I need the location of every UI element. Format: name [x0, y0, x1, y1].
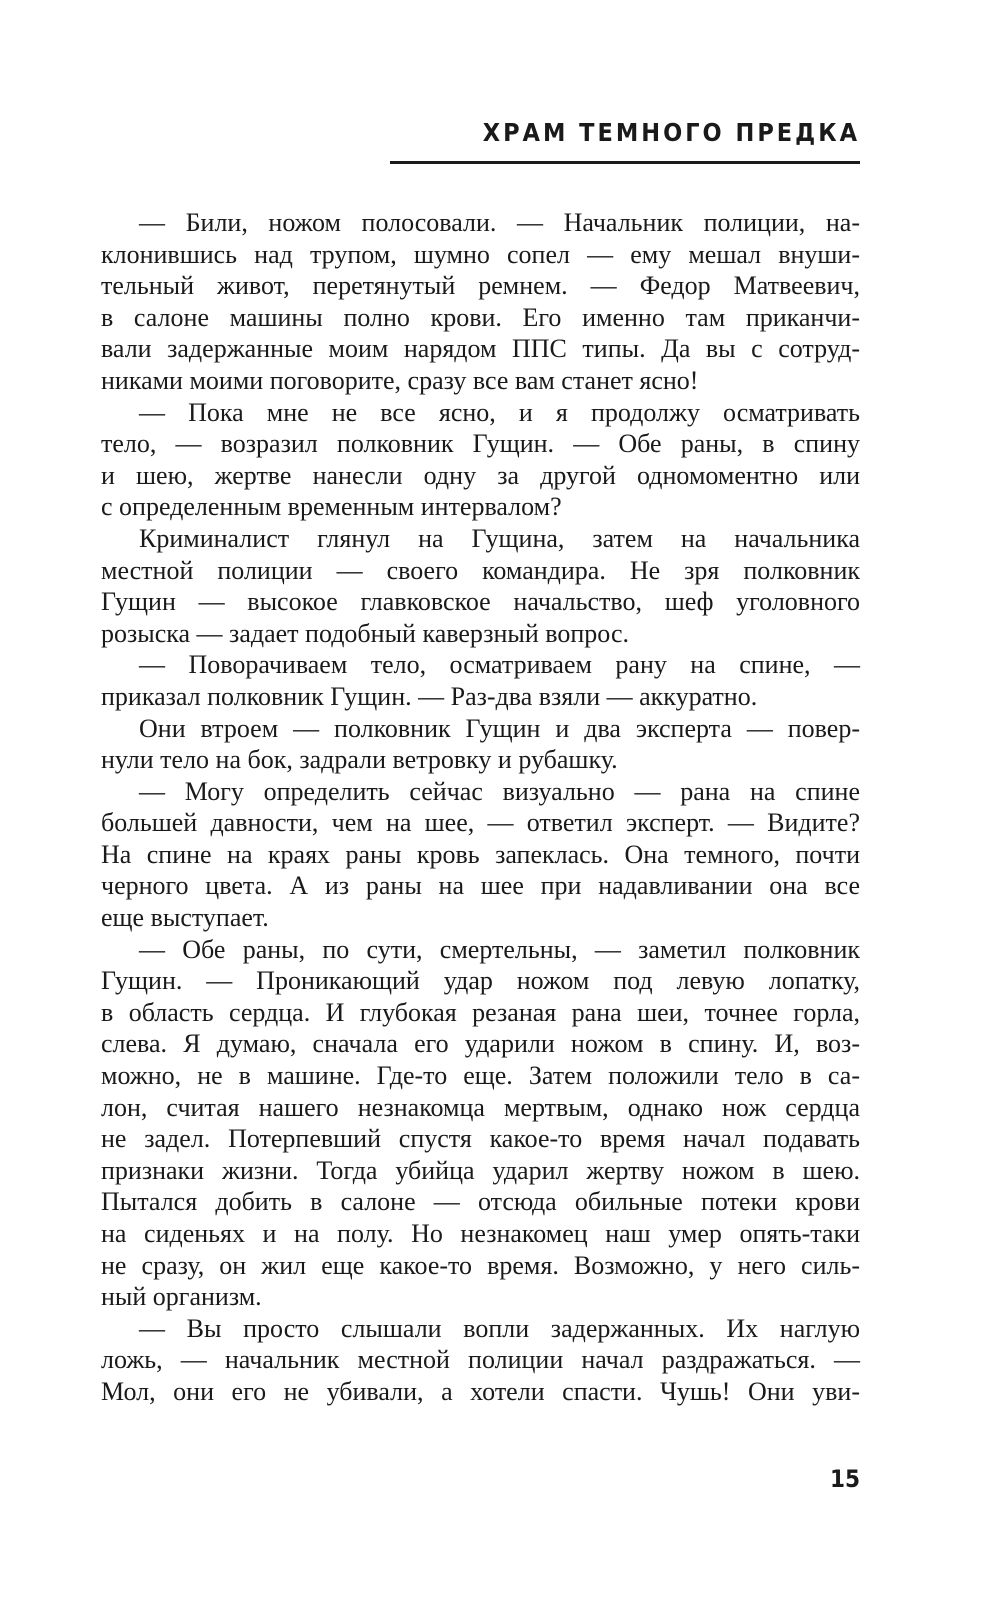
header-rule: [390, 161, 860, 164]
page-number: 15: [829, 1465, 860, 1493]
text-line: — Пока мне не все ясно, и я продолжу осматривать: [139, 397, 860, 427]
text-line: — Вы просто слышали вопли задержанных. Их наглую: [139, 1313, 860, 1343]
text-line: никами моими поговорите, сразу все вам станет ясно!: [101, 365, 699, 395]
text-line: не задел. Потерпевший спустя какое-то время начал подавать: [101, 1124, 860, 1154]
text-line: — Поворачиваем тело, осматриваем рану на спине, —: [139, 650, 860, 680]
text-line: На спине на краях раны кровь запеклась. Она темного, почти: [101, 839, 860, 869]
text-line: Пытался добить в салоне — отсюда обильные потеки крови: [101, 1187, 860, 1217]
text-line: в салоне машины полно крови. Его именно там приканчи-: [101, 302, 860, 332]
text-line: черного цвета. А из раны на шее при надавливании она все: [101, 871, 860, 901]
text-line: местной полиции — своего командира. Не зря полковник: [101, 555, 860, 585]
text-line: нули тело на бок, задрали ветровку и рубашку.: [101, 745, 618, 775]
text-line: на сиденьях и на полу. Но незнакомец наш умер опять-таки: [101, 1219, 860, 1248]
text-line: с определенным временным интервалом?: [101, 492, 562, 522]
text-line: Криминалист глянул на Гущина, затем на начальника: [139, 523, 860, 553]
text-line: Гущин — высокое главковское начальство, шеф уголовного: [101, 587, 860, 617]
text-line: вали задержанные моим нарядом ППС типы. Да вы с сотруд-: [101, 334, 860, 364]
text-line: слева. Я думаю, сначала его ударили ножом в спину. И, воз-: [101, 1029, 860, 1059]
text-line: ложь, — начальник местной полиции начал раздражаться. —: [101, 1345, 860, 1375]
text-line: — Могу определить сейчас визуально — рана на спине: [139, 776, 860, 806]
text-line: большей давности, чем на шее, — ответил эксперт. — Видите?: [101, 808, 860, 838]
text-line: розыска — задает подобный каверзный вопрос.: [101, 618, 629, 648]
body-text: [101, 207, 860, 1408]
text-line: Гущин. — Проникающий удар ножом под левую лопатку,: [101, 966, 860, 996]
text-line: — Били, ножом полосовали. — Начальник полиции, на-: [139, 208, 860, 237]
text-line: лон, считая нашего незнакомца мертвым, однако нож сердца: [101, 1092, 860, 1122]
running-title: ХРАМ ТЕМНОГО ПРЕДКА: [482, 118, 860, 147]
text-line: тельный живот, перетянутый ремнем. — Федор Матвеевич,: [101, 271, 860, 301]
text-line: приказал полковник Гущин. — Раз-два взяли — аккуратно.: [101, 681, 758, 711]
text-line: — Обе раны, по сути, смертельны, — заметил полковник: [139, 934, 860, 964]
text-line: в область сердца. И глубокая резаная рана шеи, точнее горла,: [101, 997, 860, 1027]
text-line: не сразу, он жил еще какое-то время. Возможно, у него силь-: [101, 1250, 860, 1280]
text-line: Мол, они его не убивали, а хотели спасти. Чушь! Они уви-: [101, 1376, 860, 1406]
text-line: клонившись над трупом, шумно сопел — ему мешал внуши-: [101, 239, 860, 269]
text-line: тело, — возразил полковник Гущин. — Обе раны, в спину: [101, 429, 860, 459]
text-line: можно, не в машине. Где-то еще. Затем положили тело в са-: [101, 1061, 860, 1091]
text-line: ный организм.: [101, 1282, 262, 1312]
text-line: еще выступает.: [101, 903, 269, 933]
text-line: и шею, жертве нанесли одну за другой одномоментно или: [101, 460, 860, 490]
text-line: Они втроем — полковник Гущин и два эксперта — повер-: [139, 713, 860, 743]
text-line: признаки жизни. Тогда убийца ударил жертву ножом в шею.: [101, 1155, 860, 1185]
